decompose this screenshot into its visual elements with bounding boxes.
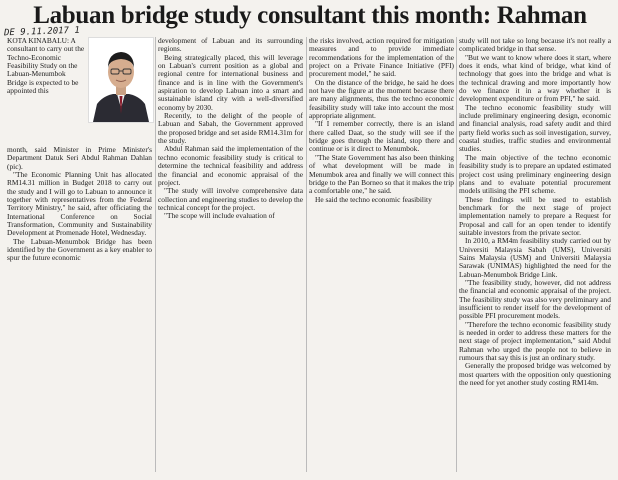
- paragraph: "The State Government has also been thinking of what development will be made in Menumbok area and finally we will connect this bridge to the Pan Borneo so that it makes the trip a comfortable one," he said.: [309, 152, 454, 196]
- paragraph: month, said Minister in Prime Minister's Department Datuk Seri Abdul Rahman Dahlan (pic).: [7, 145, 152, 171]
- paragraph: "The scope will include evaluation of: [164, 211, 275, 221]
- paragraph: development of Labuan and its surrounding regions.: [158, 36, 303, 54]
- paragraph: "But we want to know where does it start, where does it ends, what kind of bridge, what kind of technology that goes into the bridge and what is the technical drawing and more importantly how do we finance it in a way whether it is development expenditure or from PFI," he said.: [459, 52, 611, 104]
- paragraph: These findings will be used to establish benchmark for the next stage of project implementation namely to prepare a Request for Proposal and call for an open tender to identify suitable investors from the private sector.: [459, 194, 611, 237]
- column-4: [459, 37, 611, 387]
- headline: Labuan bridge study consultant this month: Rahman: [33, 2, 587, 29]
- date-stamp: DE 9.11.2017 1: [3, 25, 81, 39]
- column-divider: [456, 37, 457, 472]
- column-3: [309, 37, 454, 204]
- paragraph: "Therefore the techno economic feasibility study is needed in order to address these matters for the next stage of project implementation," said Abdul Rahman who urged the people not to believe in rumours that say this is just an ordinary study.: [459, 319, 611, 363]
- column-1-intro: [7, 37, 85, 95]
- paragraph: Recently, to the delight of the people of Labuan and Sabah, the Government approved the proposed bridge and set aside RM14.31m for the study.: [158, 111, 303, 146]
- portrait-image: [89, 38, 153, 122]
- paragraph: "The Economic Planning Unit has allocated RM14.31 million in Budget 2018 to carry out the study and I will go to Labuan to announce it together with representatives from the Federal Territory Ministry," he said, after officiating the International Conference on Social Transformation, Community and Sustainability Development at Promenade Hotel, Wednesday.: [7, 170, 152, 238]
- paragraph: The main objective of the techno economic feasibility study is to prepare an updated estimated project cost using preliminary engineering design plans and to evaluate potential procurement models utilising the PFI scheme.: [459, 152, 611, 196]
- column-2: [158, 37, 303, 221]
- paragraph: On the distance of the bridge, he said he does not have the figure at the moment because there are many alignments, thus the techno economic feasibility study will take into account the most appropriate alignment.: [309, 77, 454, 121]
- column-divider: [306, 37, 307, 472]
- column-divider: [155, 37, 156, 472]
- paragraph: He said the techno economic feasibility: [315, 194, 432, 204]
- portrait-photo: [88, 37, 154, 123]
- paragraph: The Labuan-Menumbok Bridge has been identified by the Government as a key enabler to spur the future economic: [7, 236, 152, 263]
- paragraph: "If I remember correctly, there is an island there called Daat, so the study will see if the bridge goes through the island, stop there and continue or is it direct to Menumbok.: [309, 119, 454, 154]
- paragraph: Abdul Rahman said the implementation of the techno economic feasibility study is critical to determine the technical feasibility and address the financial and economic appraisal of the project.: [158, 144, 303, 187]
- paragraph: study will not take so long because it's not really a complicated bridge in that sense.: [459, 36, 611, 54]
- paragraph: "The study will involve comprehensive data collection and engineering studies to develop the technical concept for the project.: [158, 186, 303, 212]
- paragraph: KOTA KINABALU: A consultant to carry out the Techno-Economic Feasibility Study on the Labuan-Menumbok Bridge is expected to be appointed this: [7, 36, 85, 96]
- paragraph: the risks involved, action required for mitigation measures and to provide immediate recommendations for the implementation of the project on a Private Finance Initiative (PFI) procurement model," he said.: [309, 36, 454, 79]
- paragraph: The techno economic feasibility study will include preliminary engineering design, economic and financial analysis, road safety audit and third party field works such as soil investigation, survey, coastal studies, traffic studies and environmental studies.: [459, 102, 611, 154]
- column-1: [7, 146, 152, 263]
- paragraph: In 2010, a RM4m feasibility study carried out by Universiti Malaysia Sabah (UMS), Universiti Sains Malaysia (USM) and Universiti Malaysia Sarawak (UNIMAS) highlighted the need for the Labuan-Menumbok Bridge Link.: [459, 236, 611, 279]
- paragraph: "The feasibility study, however, did not address the financial and economic appraisal of the project. The feasibility study was also very preliminary and insufficient to render itself for the development of possible PFI procurement models.: [459, 277, 611, 321]
- paragraph: Being strategically placed, this will leverage on Labuan's current position as a global and regional centre for international business and finance and is in line with the Government's aspiration to develop Labuan into a smart and sustainable island city with a well-diversified economy by 2030.: [158, 52, 303, 112]
- paragraph: Generally the proposed bridge was welcomed by most quarters with the opposition only questioning the need for yet another study costing RM14m.: [459, 361, 611, 388]
